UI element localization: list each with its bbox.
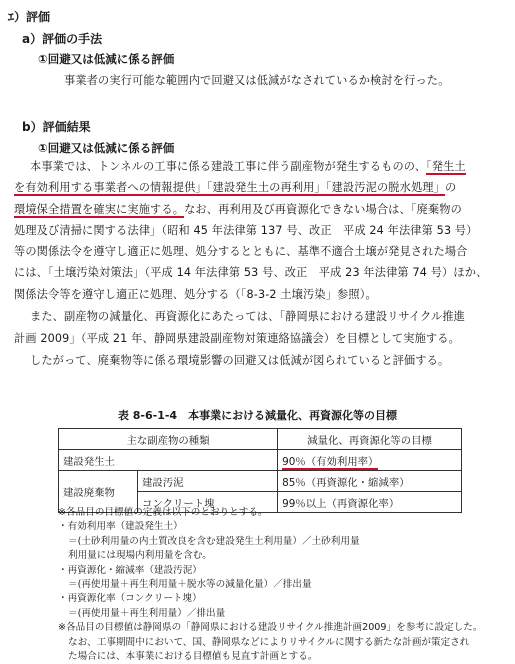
para1-line1 xyxy=(30,158,466,174)
para1-line2 xyxy=(14,179,456,195)
para1-line7: 関係法令等を遵守し適正に処理、処分する（「8-3-2 土壌汚染」参照）。 xyxy=(14,288,377,301)
note-line: ＝(土砂利用量の内土質改良を含む建設発生土利用量）／土砂利用量 xyxy=(68,535,360,547)
header-cell-type: 主な副産物の種類 xyxy=(59,429,278,450)
table-header-row xyxy=(59,429,462,450)
table-row xyxy=(59,471,462,492)
underlined-phrase: を有効利用する事業者への情報提供」「建設発生土の再利用」「建設汚泥の脱水処理」 xyxy=(14,181,445,194)
a-text: 事業者の実行可能な範囲内で回避又は低減がなされているか検討を行った。 xyxy=(64,74,450,87)
table-caption: 表 8-6-1-4 本事業における減量化、再資源化等の目標 xyxy=(117,409,398,422)
para1-line3 xyxy=(14,201,462,217)
note-line: ※各品目の目標値は静岡県の「静岡県における建設リサイクル推進計画2009」を参考に設定した。 xyxy=(58,622,483,634)
group-name: 建設廃棄物 xyxy=(59,471,138,513)
note-line: ・再資源化率（コンクリート塊） xyxy=(58,593,202,605)
note-line: なお、工事期間中において、国、静岡県などによりリサイクルに関する新たな計画が策定され xyxy=(68,636,470,648)
note-line: 利用量には現場内利用量を含む。 xyxy=(68,550,212,562)
note-line: ・有効利用率（建設発生土） xyxy=(58,521,183,533)
header-cell-target: 減量化、再資源化等の目標 xyxy=(278,429,462,450)
row-name: コンクリート塊 xyxy=(138,492,278,513)
note-line: ※各品目の目標値の定義は以下のとおりとする。 xyxy=(58,507,268,518)
para1-line5: 等の関係法令を遵守し適正に処理、処分するとともに、基準不適合土壌が発見された場合 xyxy=(14,245,468,258)
target-table xyxy=(58,428,462,513)
section-heading: ｴ）評価 xyxy=(8,10,51,24)
note-line: ＝(再使用量＋再生利用量）／排出量 xyxy=(68,607,226,619)
b-subtitle: ①回避又は低減に係る評価 xyxy=(38,141,175,155)
row-value: 99％以上（再資源化率） xyxy=(278,492,462,513)
para1-line2-text: の xyxy=(444,181,457,194)
b-title: b）評価結果 xyxy=(22,120,91,134)
a-title: a）評価の手法 xyxy=(22,32,103,46)
note-line: ・再資源化・縮減率（建設汚泥） xyxy=(58,564,202,576)
row-name: 建設汚泥 xyxy=(138,471,278,492)
para1-line4: 処理及び清掃に関する法律」（昭和 45 年法律第 137 号、改正 平成 24 年法律第 53 号） xyxy=(14,224,478,237)
para2-line1: また、副産物の減量化、再資源化にあたっては、「静岡県における建設リサイクル推進 xyxy=(30,310,465,323)
underlined-phrase: 90％（有効利用率） xyxy=(282,455,379,468)
para2-line2: 計画 2009」（平成 21 年、静岡県建設副産物対策連絡協議会）を目標として実施する。 xyxy=(14,332,460,345)
para1-line6: には、「土壌汚染対策法」（平成 14 年法律第 53 号、改正 平成 23 年法律第 74 号）ほか、 xyxy=(14,266,488,279)
note-line: ＝(再使用量＋再生利用量＋脱水等の減量化量）／排出量 xyxy=(68,579,312,591)
underlined-phrase: 「発生土 xyxy=(426,160,466,173)
para1-line3-text: なお、再利用及び再資源化できない場合は、「廃棄物の xyxy=(184,203,462,216)
row-name: 建設発生土 xyxy=(59,450,278,471)
para3: したがって、廃棄物等に係る環境影響の回避又は低減が図られていると評価する。 xyxy=(30,354,450,367)
para1-line1-text: 本事業では、トンネルの工事に係る建設工事に伴う副産物が発生するものの、 xyxy=(30,160,427,173)
notes xyxy=(58,506,482,664)
table-row xyxy=(59,450,462,471)
note-line: た場合には、本事業における目標値も見直す計画とする。 xyxy=(68,651,318,663)
underlined-phrase: 環境保全措置を確実に実施する。 xyxy=(14,203,185,216)
a-subtitle: ①回避又は低減に係る評価 xyxy=(38,52,175,66)
row-value: 85％（再資源化・縮減率） xyxy=(278,471,462,492)
row-value xyxy=(278,450,462,471)
